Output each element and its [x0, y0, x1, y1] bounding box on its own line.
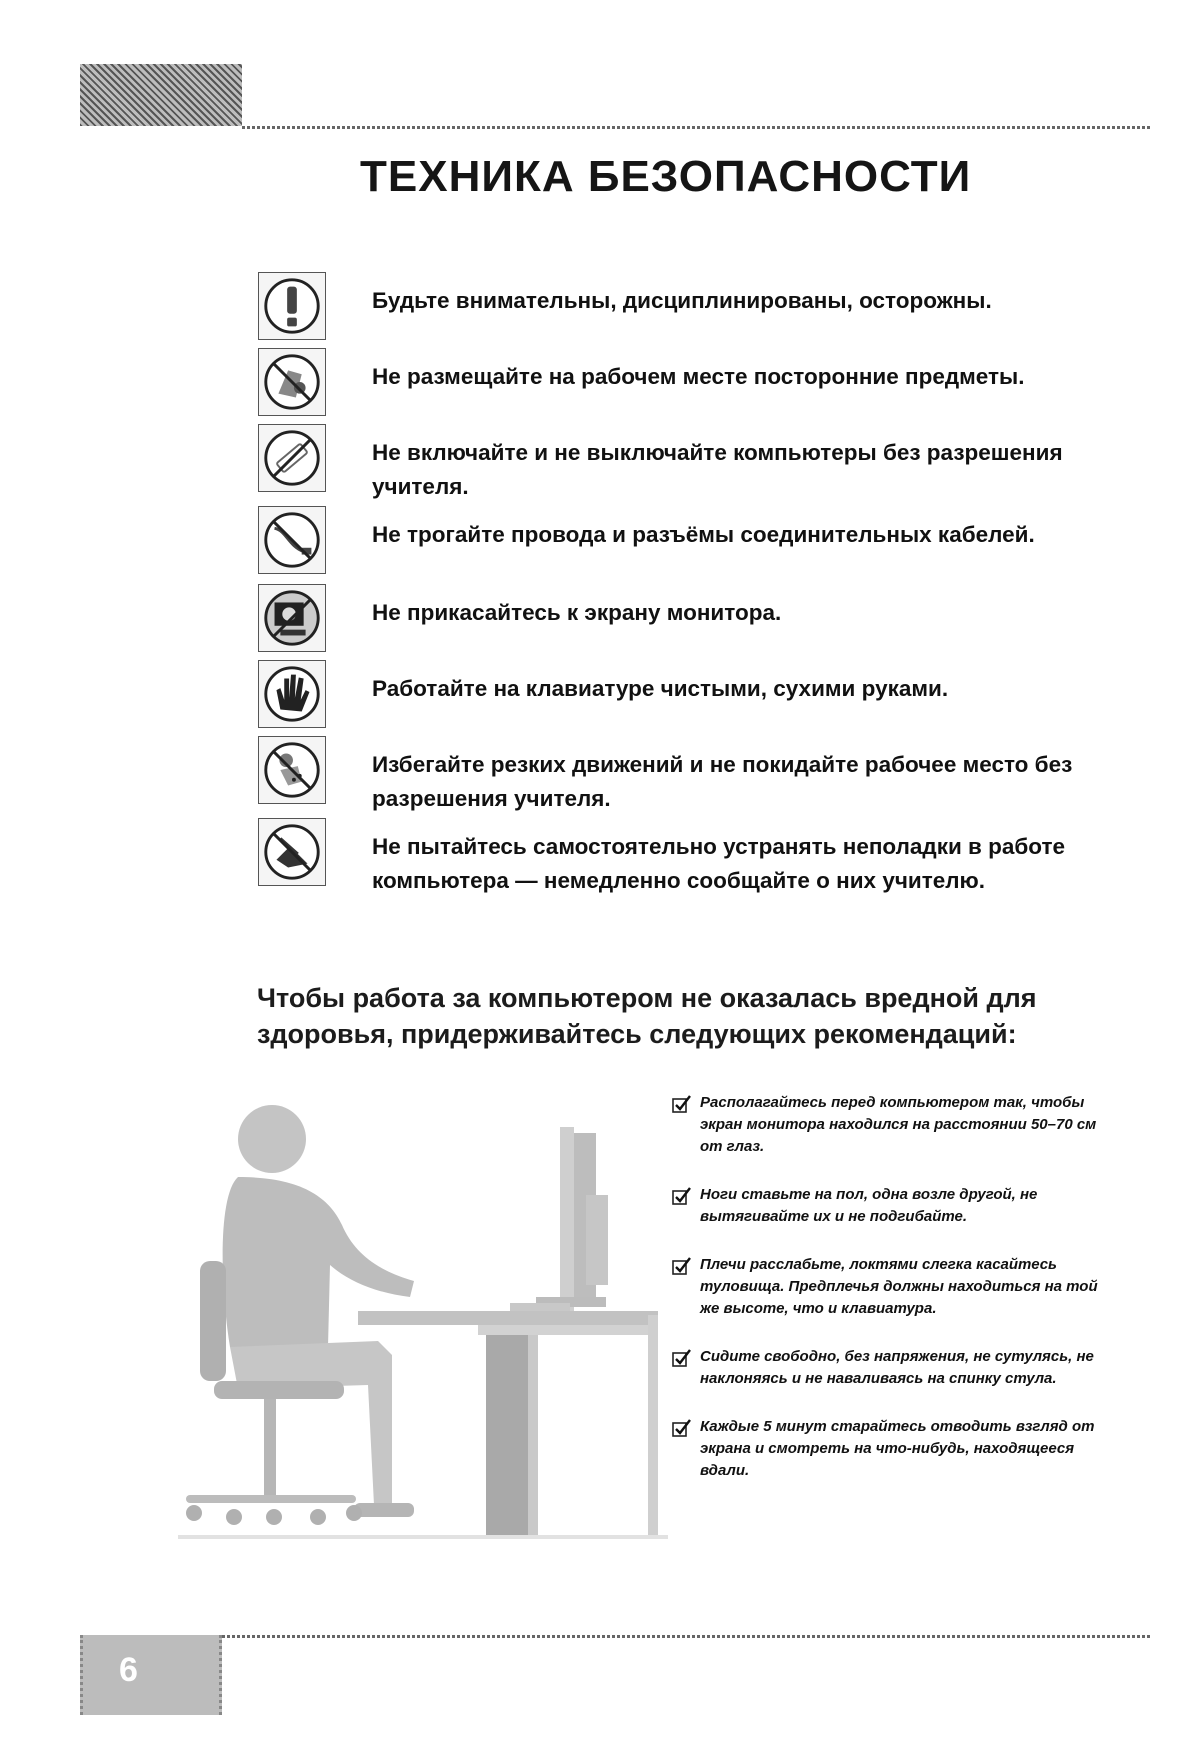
rule-text: Избегайте резких движений и не покидайте рабочее место без разрешения учителя.: [372, 752, 1073, 811]
checkbox-checked-icon: [672, 1095, 692, 1113]
tip-item: [672, 1346, 1118, 1390]
tip-text: Каждые 5 минут старайтесь отводить взгляд от экрана и смотреть на что-нибудь, находящееся вдали.: [700, 1418, 1095, 1479]
page-number-box: [80, 1635, 222, 1715]
checkbox-checked-icon: [672, 1419, 692, 1437]
top-divider: [242, 126, 1152, 129]
posture-illustration: [178, 1085, 668, 1545]
tip-text: Сидите свободно, без напряжения, не сутулясь, не наклоняясь и не наваливаясь на спинку стула.: [700, 1348, 1094, 1387]
no-cables-icon: [258, 506, 326, 574]
no-objects-icon: [258, 348, 326, 416]
bottom-divider: [222, 1635, 1152, 1638]
rule-text: Будьте внимательны, дисциплинированы, осторожны.: [372, 288, 992, 313]
recommendations-list: [672, 1092, 1118, 1508]
clean-hands-icon: [258, 660, 326, 728]
page-title: ТЕХНИКА БЕЗОПАСНОСТИ: [360, 152, 972, 201]
no-power-switch-icon: [258, 424, 326, 492]
tip-text: Ноги ставьте на пол, одна возле другой, не вытягивайте их и не подгибайте.: [700, 1186, 1038, 1225]
no-repair-icon: [258, 818, 326, 886]
tip-item: [672, 1416, 1118, 1482]
tip-item: [672, 1184, 1118, 1228]
no-leaving-icon: [258, 736, 326, 804]
rule-text: Не пытайтесь самостоятельно устранять неполадки в работе компьютера — немедленно сообщайте о них учителю.: [372, 834, 1065, 893]
tip-item: [672, 1092, 1118, 1158]
checkbox-checked-icon: [672, 1257, 692, 1275]
header-hatch-decoration: [80, 64, 242, 126]
rule-text: Не размещайте на рабочем месте посторонние предметы.: [372, 364, 1025, 389]
rule-text: Не трогайте провода и разъёмы соединительных кабелей.: [372, 522, 1035, 547]
rule-text: Не прикасайтесь к экрану монитора.: [372, 600, 782, 625]
exclamation-icon: [258, 272, 326, 340]
checkbox-checked-icon: [672, 1349, 692, 1367]
recommendations-heading: Чтобы работа за компьютером не оказалась вредной для здоровья, придерживайтесь следующих рекомендаций:: [257, 983, 1037, 1049]
tip-text: Располагайтесь перед компьютером так, чтобы экран монитора находился на расстоянии 50–70 см от глаз.: [700, 1094, 1097, 1155]
rule-text: Не включайте и не выключайте компьютеры без разрешения учителя.: [372, 440, 1063, 499]
tip-text: Плечи расслабьте, локтями слегка касайтесь туловища. Предплечья должны находиться на той же высоте, что и клавиатура.: [700, 1256, 1098, 1317]
checkbox-checked-icon: [672, 1187, 692, 1205]
no-touch-screen-icon: [258, 584, 326, 652]
page-number: 6: [119, 1651, 138, 1689]
tip-item: [672, 1254, 1118, 1320]
rule-text: Работайте на клавиатуре чистыми, сухими руками.: [372, 676, 949, 701]
